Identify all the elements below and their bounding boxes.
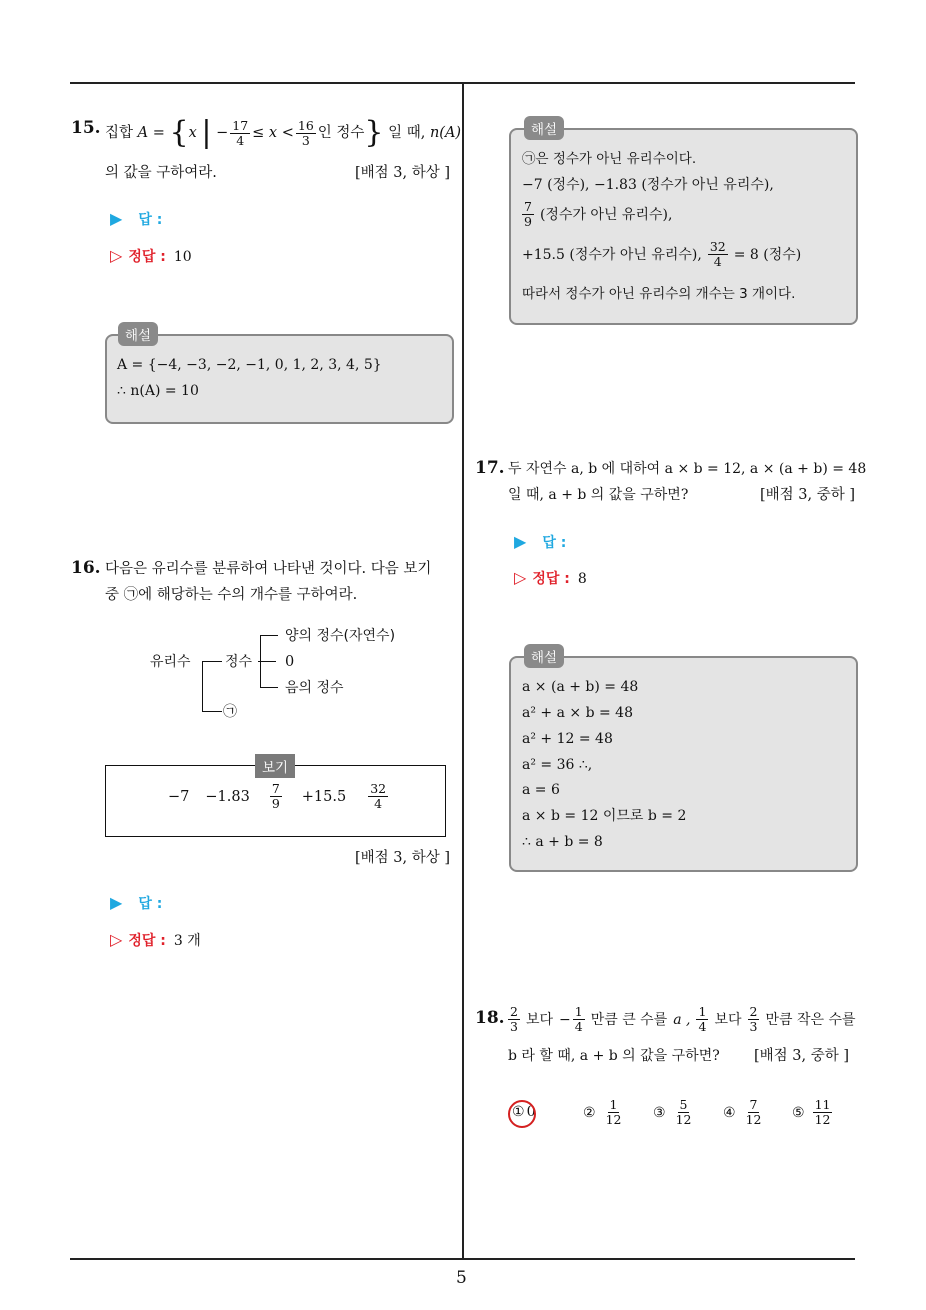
q18-t4: 만큼 작은 수를 [765,1011,856,1028]
q17-solution-line: a² + a × b = 48 [522,705,633,721]
choice-4[interactable] [723,1098,765,1127]
bogi-item: −7 [168,788,190,805]
choice-2[interactable] [583,1098,625,1127]
tree-connector [260,687,278,688]
q18-frac [696,1005,708,1034]
answer-arrow-icon: ▶ [110,893,123,912]
tree-connector [202,711,222,712]
q15-bar: | [201,115,212,150]
q15-frac2-den: 3 [301,132,310,148]
bogi-item-frac [368,782,388,811]
q15-lt: < [281,125,294,141]
q15-stem-line1 [105,115,462,150]
tree-connector [260,635,261,688]
q18-meta: [배점 3, 중하 ] [754,1048,850,1064]
frac-num: 5 [679,1097,688,1112]
q15-text-b: 일 때, [388,125,426,141]
column-divider [462,82,464,1259]
choice-frac [604,1098,624,1127]
q16-correct-row [110,930,201,950]
q15-x-var: x [188,125,197,141]
q17-correct-row [514,568,587,588]
q16-solution-tag: 해설 [524,116,564,140]
correct-arrow-icon: ▷ [110,246,123,265]
q18-t3: 보다 [714,1011,742,1028]
tree-positive: 양의 정수(자연수) [285,628,396,644]
q15-solution-tag: 해설 [118,322,158,346]
frac-den: 4 [698,1019,707,1034]
q17-correct-value: 8 [577,571,587,587]
bogi-frac-num: 7 [271,781,280,796]
choice-5[interactable] [792,1098,834,1127]
choice-3[interactable] [653,1098,695,1127]
tree-integer: 정수 [225,654,253,670]
choice-mark: ⑤ [792,1104,805,1121]
q17-number: 17. [475,458,505,478]
q15-brace-close: } [364,115,384,150]
frac-den: 3 [510,1019,518,1034]
q16-sol-line3-text: (정수가 아닌 유리수), [539,206,673,223]
q16-stem-line1: 다음은 유리수를 분류하여 나타낸 것이다. 다음 보기 [105,561,432,577]
q15-eq: = [152,125,165,141]
q15-solution-box [105,334,454,424]
q16-correct-value: 3 개 [173,933,201,949]
q16-sol-line4 [522,240,801,269]
q18-a: a , [673,1011,691,1028]
q16-sol-frac [522,200,534,229]
q16-sol-line2: −7 (정수), −1.83 (정수가 아닌 유리수), [522,177,774,193]
choice-mark: ② [583,1104,596,1121]
q15-leq: ≤ [252,125,265,141]
q16-correct-label: 정답 : [128,933,166,949]
q15-frac2-num: 16 [297,117,314,133]
frac-den: 9 [524,214,532,229]
bogi-frac-num: 32 [370,781,387,796]
tree-root: 유리수 [150,654,191,670]
frac-num: 1 [609,1097,618,1112]
q15-frac1-num: 17 [232,117,249,133]
frac-num: 32 [709,239,726,254]
q15-minus: − [216,125,229,141]
frac-num: 1 [698,1004,707,1019]
q15-correct-value: 10 [173,249,192,265]
q15-set-var: A [137,125,149,141]
q18-frac [508,1005,520,1034]
q15-frac2 [296,119,316,148]
q16-bogi-items [168,782,390,811]
tree-other: ㉠ [223,704,237,720]
frac-den: 12 [814,1112,831,1127]
tree-zero: 0 [285,654,295,670]
choice-value: 0 [526,1104,536,1120]
bogi-item: +15.5 [301,788,347,805]
q15-brace-open: { [169,115,189,150]
q17-solution-line: a = 6 [522,782,560,798]
q17-stem-line1: 두 자연수 a, b 에 대하여 a × b = 12, a × (a + b) = 48 [508,461,867,477]
q16-sol-frac [708,240,728,269]
q17-solution-line: a × (a + b) = 48 [522,679,639,695]
bogi-item: −1.83 [205,788,250,805]
q16-sol-line5: 따라서 정수가 아닌 유리수의 개수는 3 개이다. [522,286,796,302]
q17-solution-line: a² = 36 ∴, [522,757,593,773]
q15-answer-label: 답 : [138,212,163,228]
q17-answer-label: 답 : [542,535,567,551]
q18-stem-line2: b 라 할 때, a + b 의 값을 구하면? [508,1048,720,1064]
q15-text-a: 집합 [105,125,134,141]
q17-stem-line2: 일 때, a + b 의 값을 구하면? [508,487,689,503]
tree-negative: 음의 정수 [285,680,344,696]
frac-num: 2 [510,1004,518,1019]
choice-frac [744,1098,764,1127]
frac-num: 7 [749,1097,758,1112]
q18-stem-line1 [506,1005,856,1034]
tree-connector [202,661,222,662]
frac-den: 3 [749,1019,758,1034]
bogi-frac-den: 4 [374,796,383,811]
correct-arrow-icon: ▷ [110,930,123,949]
q17-solution-line: a² + 12 = 48 [522,731,613,747]
q16-number: 16. [71,558,101,578]
selected-answer-circle [508,1100,536,1128]
q15-cond-text: 인 정수 [317,125,365,141]
bottom-rule [70,1258,855,1260]
q16-answer-label: 답 : [138,896,163,912]
q15-meta: [배점 3, 하상 ] [355,165,451,181]
choice-mark: ④ [723,1104,736,1121]
q15-correct-label: 정답 : [128,249,166,265]
frac-num: 2 [749,1004,758,1019]
q18-t1: 보다 [525,1011,554,1028]
choice-frac [813,1098,833,1127]
q15-nA: n(A) [429,125,462,141]
q17-meta: [배점 3, 중하 ] [760,487,856,503]
choice-mark: ③ [653,1104,666,1121]
answer-arrow-icon: ▶ [110,209,123,228]
q17-solution-line: ∴ a + b = 8 [522,834,603,850]
q15-solution-line: ∴ n(A) = 10 [117,383,199,399]
q18-minus: − [559,1011,571,1028]
q16-sol-line4-b: = 8 (정수) [733,246,802,263]
tree-connector [260,635,278,636]
q15-solution-line: A = {−4, −3, −2, −1, 0, 1, 2, 3, 4, 5} [117,357,382,373]
choice-frac [674,1098,694,1127]
q18-number: 18. [475,1008,505,1028]
q16-meta: [배점 3, 하상 ] [355,850,451,866]
frac-den: 4 [574,1019,583,1034]
q15-x2: x [268,125,278,141]
choice-mark: ① [512,1104,525,1120]
q18-frac [573,1005,585,1034]
frac-num: 11 [814,1097,831,1112]
frac-den: 12 [605,1112,622,1127]
q17-answer-row [514,532,566,552]
tree-connector [202,661,203,712]
q15-correct-row [110,246,192,266]
q17-solution-tag: 해설 [524,644,564,668]
q15-stem-line2: 의 값을 구하여라. [105,165,217,181]
bogi-item-frac [270,782,282,811]
q16-answer-row [110,893,162,913]
frac-num: 1 [574,1004,583,1019]
q16-stem-line2: 중 ㉠에 해당하는 수의 개수를 구하여라. [105,587,358,603]
q17-solution-line: a × b = 12 이므로 b = 2 [522,808,687,824]
frac-den: 12 [675,1112,692,1127]
q16-sol-line3 [520,200,672,229]
bogi-frac-den: 9 [271,796,280,811]
q16-bogi-tag: 보기 [255,754,295,778]
frac-num: 7 [524,199,532,214]
frac-den: 12 [745,1112,762,1127]
q15-frac1 [230,119,250,148]
q15-answer-row [110,209,162,229]
page-number: 5 [456,1268,467,1288]
q18-t2: 만큼 큰 수를 [590,1011,668,1028]
q16-sol-line1: ㉠은 정수가 아닌 유리수이다. [522,151,697,167]
q17-correct-label: 정답 : [532,571,570,587]
frac-den: 4 [713,254,722,269]
q18-frac [748,1005,760,1034]
q16-sol-line4-a: +15.5 (정수가 아닌 유리수), [522,246,702,263]
correct-arrow-icon: ▷ [514,568,527,587]
answer-arrow-icon: ▶ [514,532,527,551]
q15-frac1-den: 4 [236,132,245,148]
q15-number: 15. [71,118,101,138]
